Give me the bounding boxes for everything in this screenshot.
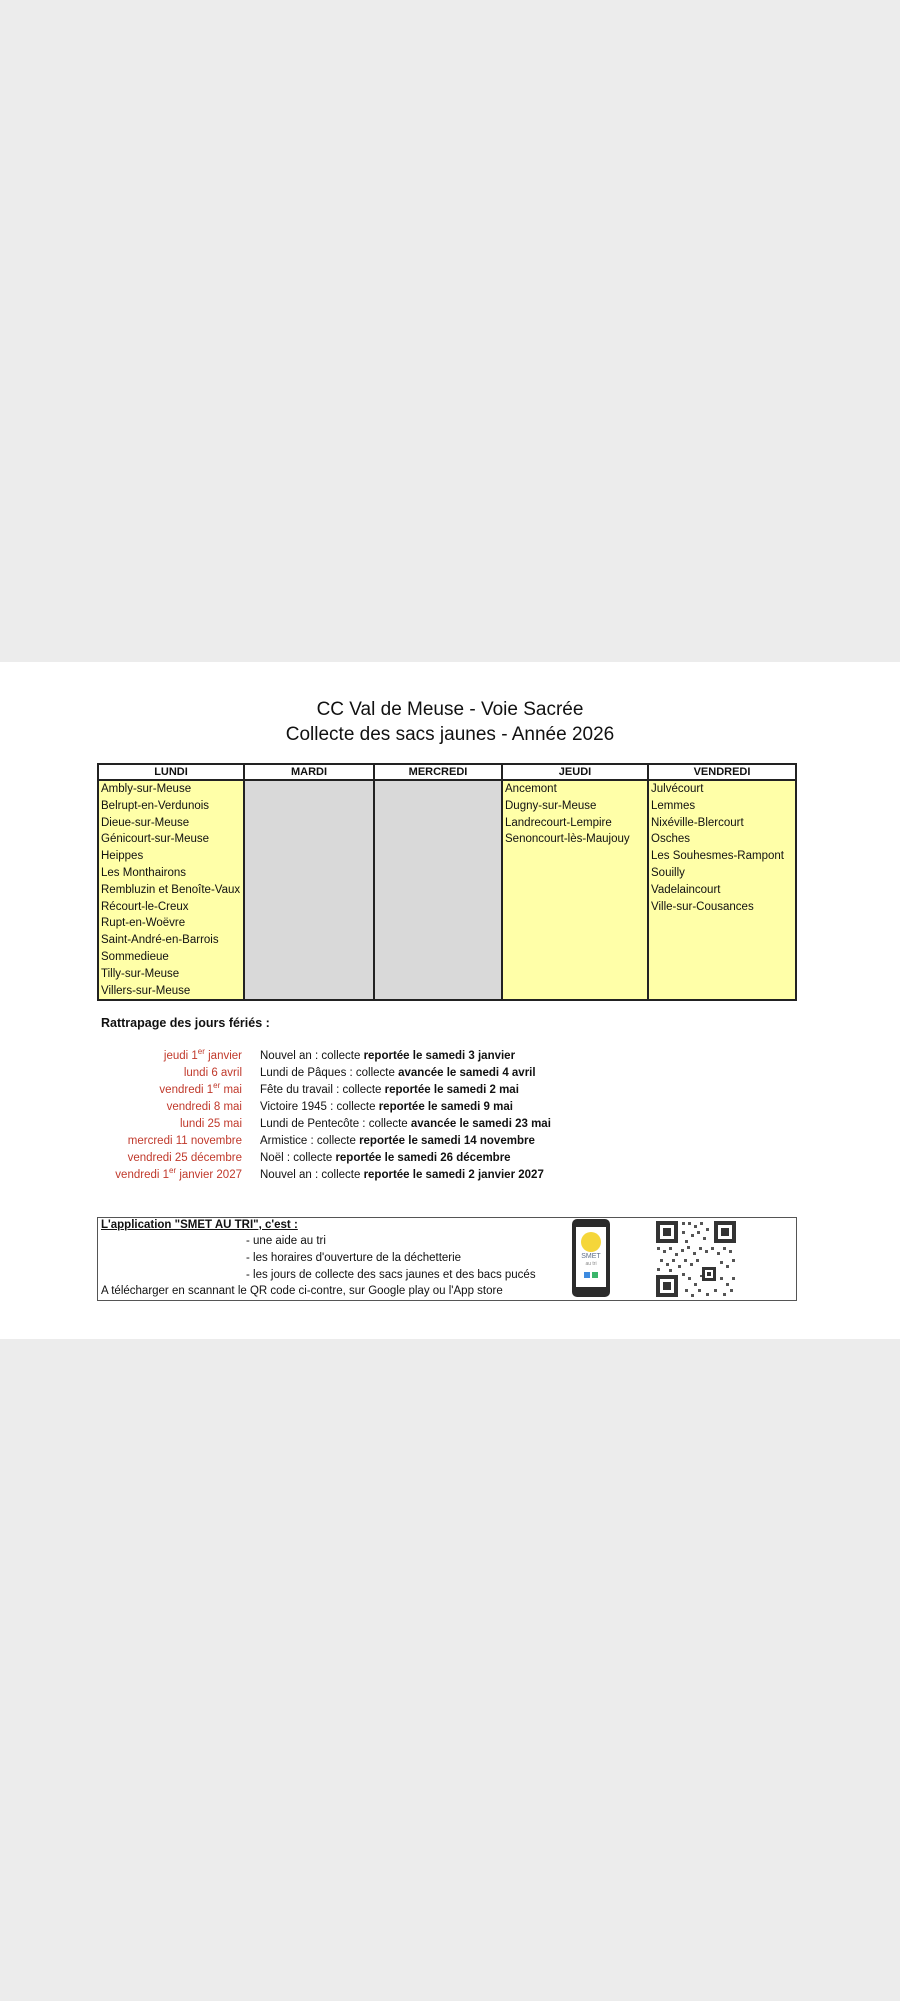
town-name [505, 915, 647, 932]
app-feature-item: - les jours de collecte des sacs jaunes et des bacs pucés [246, 1269, 536, 1281]
town-name [651, 966, 795, 983]
town-name: Senoncourt-lès-Maujouy [505, 833, 630, 846]
holiday-description: Fête du travail : collecte reportée le samedi 2 mai [260, 1084, 519, 1096]
document-subtitle: Collecte des sacs jaunes - Année 2026 [285, 724, 615, 745]
town-name [377, 949, 501, 966]
app-title: L'application "SMET AU TRI", c'est : [101, 1219, 298, 1231]
town-name [505, 932, 647, 949]
qr-code-icon[interactable] [654, 1219, 738, 1299]
town-name: Osches [651, 833, 690, 846]
town-name [505, 865, 647, 882]
holiday-description: Armistice : collecte reportée le samedi 14 novembre [260, 1135, 535, 1147]
header-lundi: LUNDI [98, 764, 244, 780]
town-name [505, 882, 647, 899]
town-name [377, 798, 501, 815]
town-name [377, 983, 501, 1000]
town-name [377, 932, 501, 949]
town-name: Saint-André-en-Barrois [101, 934, 219, 947]
holiday-date: jeudi 1er janvier [163, 1047, 242, 1062]
town-name [377, 966, 501, 983]
town-name [377, 781, 501, 798]
header-mercredi: MERCREDI [374, 764, 502, 780]
holiday-row [0, 1099, 900, 1116]
town-name [651, 983, 795, 1000]
app-store-icon [584, 1272, 590, 1278]
town-name [505, 848, 647, 865]
document-title: CC Val de Meuse - Voie Sacrée [316, 699, 584, 720]
holiday-date: vendredi 8 mai [166, 1101, 242, 1113]
holiday-description: Nouvel an : collecte reportée le samedi 3 janvier [260, 1050, 516, 1062]
town-name [247, 848, 373, 865]
town-name: Heippes [101, 850, 144, 863]
town-name: Sommedieue [101, 950, 169, 963]
town-name [247, 865, 373, 882]
app-info-box [97, 1217, 797, 1301]
town-name [377, 848, 501, 865]
town-name [505, 949, 647, 966]
holidays-title: Rattrapage des jours fériés : [101, 1016, 270, 1030]
header-jeudi: JEUDI [502, 764, 648, 780]
town-name: Belrupt-en-Verdunois [101, 799, 210, 812]
town-name: Souilly [651, 866, 685, 879]
town-name: Les Souhesmes-Rampont [651, 850, 784, 863]
app-feature-item: - les horaires d'ouverture de la déchetterie [246, 1252, 462, 1264]
smet-logo-icon [581, 1232, 601, 1252]
town-name: Ambly-sur-Meuse [101, 783, 192, 795]
smartphone-icon [572, 1219, 610, 1297]
town-name [247, 983, 373, 1000]
town-name: Julvécourt [651, 783, 704, 795]
holiday-row [0, 1116, 900, 1133]
town-name [505, 899, 647, 916]
holiday-row [0, 1150, 900, 1167]
town-name [377, 865, 501, 882]
town-name [377, 831, 501, 848]
town-name [651, 949, 795, 966]
town-name: Villers-sur-Meuse [101, 984, 191, 997]
holidays-list [0, 1048, 900, 1184]
vendredi-column [648, 780, 796, 1000]
town-name [505, 966, 647, 983]
holiday-description: Noël : collecte reportée le samedi 26 décembre [260, 1152, 511, 1164]
holiday-row [0, 1082, 900, 1099]
mardi-column [244, 780, 374, 1000]
town-name [247, 932, 373, 949]
town-name [247, 899, 373, 916]
town-name [247, 949, 373, 966]
town-name [377, 915, 501, 932]
town-name: Génicourt-sur-Meuse [101, 833, 210, 846]
phone-screen [576, 1227, 606, 1287]
collection-schedule-table [97, 763, 797, 1001]
town-name [377, 815, 501, 832]
holiday-date: lundi 25 mai [179, 1118, 242, 1130]
town-name [377, 882, 501, 899]
holiday-row [0, 1167, 900, 1184]
holiday-description: Lundi de Pentecôte : collecte avancée le samedi 23 mai [260, 1118, 551, 1130]
town-name [247, 781, 373, 798]
town-name: Ville-sur-Cousances [651, 900, 754, 913]
holiday-row [0, 1065, 900, 1082]
town-name: Tilly-sur-Meuse [101, 967, 180, 980]
holiday-date: lundi 6 avril [183, 1067, 242, 1079]
holiday-date: mercredi 11 novembre [127, 1135, 242, 1147]
holiday-row [0, 1133, 900, 1150]
jeudi-column [502, 780, 648, 1000]
town-name: Rembluzin et Benoîte-Vaux [101, 883, 241, 896]
document-page [0, 662, 900, 1339]
google-play-icon [592, 1272, 598, 1278]
town-name [247, 882, 373, 899]
town-name: Rupt-en-Woëvre [101, 917, 186, 930]
phone-app-subtitle: au tri [585, 1261, 597, 1267]
town-name: Landrecourt-Lempire [505, 816, 612, 829]
mercredi-column [374, 780, 502, 1000]
holiday-description: Victoire 1945 : collecte reportée le samedi 9 mai [260, 1101, 513, 1113]
town-name: Les Monthairons [101, 866, 187, 879]
holiday-description: Nouvel an : collecte reportée le samedi 2 janvier 2027 [260, 1169, 544, 1181]
holiday-row [0, 1048, 900, 1065]
header-mardi: MARDI [244, 764, 374, 780]
town-name [247, 815, 373, 832]
phone-app-name: SMET [581, 1253, 601, 1260]
holiday-description: Lundi de Pâques : collecte avancée le samedi 4 avril [260, 1067, 536, 1079]
app-feature-item: - une aide au tri [246, 1235, 326, 1247]
holiday-date: vendredi 25 décembre [127, 1152, 242, 1164]
town-name: Ancemont [505, 783, 557, 795]
town-name [651, 932, 795, 949]
lundi-column [98, 780, 244, 1000]
town-name: Dugny-sur-Meuse [505, 799, 597, 812]
holiday-date: vendredi 1er mai [159, 1081, 242, 1096]
town-name [247, 831, 373, 848]
town-name [505, 983, 647, 1000]
town-name: Récourt-le-Creux [101, 900, 189, 913]
town-name [651, 915, 795, 932]
app-download-note: A télécharger en scannant le QR code ci-contre, sur Google play ou l'App store [101, 1285, 503, 1297]
header-vendredi: VENDREDI [648, 764, 796, 780]
town-name [247, 798, 373, 815]
holiday-date: vendredi 1er janvier 2027 [115, 1166, 242, 1181]
town-name [247, 966, 373, 983]
town-name [247, 915, 373, 932]
town-name [377, 899, 501, 916]
town-name: Nixéville-Blercourt [651, 816, 744, 829]
town-name: Lemmes [651, 799, 696, 812]
town-name: Vadelaincourt [651, 883, 721, 896]
town-name: Dieue-sur-Meuse [101, 816, 190, 829]
